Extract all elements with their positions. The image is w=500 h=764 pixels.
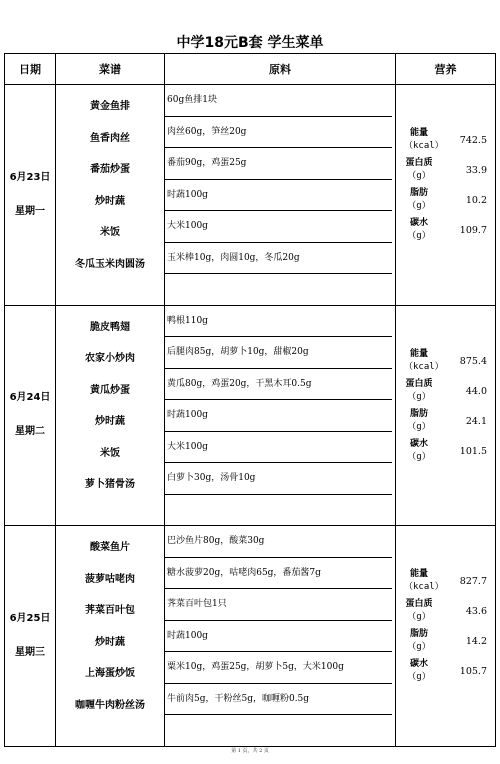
nutrition-carb-label: 碳水 (409, 218, 428, 228)
nutrition-cell (396, 305, 496, 526)
dish-name: 炒时蔬 (95, 636, 125, 648)
nutrition-protein-label: 蛋白质 (405, 599, 433, 609)
nutrition-fat (396, 407, 495, 437)
dish-cell (56, 305, 165, 526)
nutrition-fat-unit: （g） (407, 642, 431, 652)
ingredient-line: 时蔬100g (165, 400, 392, 432)
ingredient-line: 玉米棒10g，肉圆10g，冬瓜20g (165, 243, 392, 275)
nutrition-cell (396, 526, 496, 747)
nutrition-protein-label: 蛋白质 (405, 378, 433, 389)
nutrition-energy-value: 827.7 (459, 576, 487, 587)
ingredient-line: 大米100g (165, 432, 392, 464)
ingredient-line: 巴沙鱼片80g，酸菜30g (165, 526, 392, 558)
ingredient-line: 肉丝60g，笋丝20g (165, 117, 392, 149)
weekday-text: 星期一 (15, 205, 45, 217)
ingredient-line: 时蔬100g (165, 180, 392, 212)
dish-name: 菠萝咕咾肉 (85, 573, 135, 585)
ingredients-cell (165, 85, 396, 306)
header-date: 日期 (5, 54, 56, 85)
date-cell (5, 526, 56, 747)
nutrition-carb-value: 101.5 (459, 445, 487, 457)
nutrition-energy-label: 能量 (409, 128, 428, 138)
nutrition-fat-value: 24.1 (465, 415, 487, 427)
ingredients-cell (165, 305, 396, 526)
weekday-text: 星期三 (15, 646, 45, 658)
nutrition-protein-value: 33.9 (465, 165, 487, 176)
nutrition-carb-unit: （g） (407, 672, 431, 682)
day-row-1 (5, 85, 496, 306)
dish-name: 炒时蔬 (95, 195, 125, 207)
dish-name: 咖喱牛肉粉丝汤 (75, 699, 145, 711)
date-text: 6月24日 (9, 392, 51, 404)
day-row-2 (5, 305, 496, 526)
dish-cell (56, 85, 165, 306)
nutrition-protein-value: 43.6 (465, 606, 487, 617)
dish-name: 酸菜鱼片 (90, 542, 130, 553)
dish-name: 米饭 (100, 227, 120, 238)
dish-name: 农家小炒肉 (85, 353, 135, 364)
nutrition-fat (396, 627, 495, 657)
dish-name: 炒时蔬 (95, 416, 125, 427)
nutrition-carb-unit: （g） (407, 231, 431, 241)
nutrition-protein (396, 377, 495, 407)
dish-name: 冬瓜玉米肉圆汤 (75, 258, 145, 270)
nutrition-energy (396, 567, 495, 597)
ingredient-line: 白萝卜30g，汤骨10g (165, 463, 392, 495)
date-text: 6月25日 (9, 612, 51, 624)
nutrition-carb-value: 109.7 (459, 225, 487, 236)
header-nutrition: 营养 (396, 54, 496, 85)
dish-name: 米饭 (100, 447, 120, 459)
dish-name: 番茄炒蛋 (90, 164, 130, 175)
date-cell (5, 85, 56, 306)
nutrition-carb (396, 657, 495, 687)
ingredient-line: 60g鱼排1块 (165, 85, 392, 117)
nutrition-fat-unit: （g） (407, 421, 431, 432)
date-cell (5, 305, 56, 526)
ingredient-line: 时蔬100g (165, 621, 392, 653)
nutrition-energy-label: 能量 (409, 348, 428, 359)
nutrition-protein-label: 蛋白质 (405, 158, 433, 168)
dish-name: 黄瓜炒蛋 (90, 384, 130, 396)
date-text: 6月23日 (9, 171, 51, 183)
dish-name: 萝卜猪骨汤 (85, 479, 135, 490)
ingredient-line (165, 715, 392, 746)
dish-cell (56, 526, 165, 747)
ingredient-line: 大米100g (165, 211, 392, 243)
ingredient-line: 牛前肉5g，干粉丝5g，咖喱粉0.5g (165, 684, 392, 716)
nutrition-protein-unit: （g） (407, 391, 431, 402)
ingredient-line: 荠菜百叶包1只 (165, 589, 392, 621)
nutrition-carb-label: 碳水 (409, 438, 428, 449)
ingredient-line: 糖水菠萝20g，咕咾肉65g，番茄酱7g (165, 558, 392, 590)
ingredient-line: 鸭根110g (165, 306, 392, 338)
nutrition-fat-label: 脂肪 (409, 188, 428, 198)
header-row (5, 54, 496, 85)
nutrition-energy (396, 126, 495, 156)
dish-name: 黄金鱼排 (90, 101, 130, 112)
page-footer: 第 1 页，共 2 页 (231, 748, 269, 754)
day-row-3 (5, 526, 496, 747)
nutrition-energy-value: 875.4 (459, 355, 487, 367)
header-dish: 菜谱 (56, 54, 165, 85)
nutrition-carb (396, 216, 495, 246)
nutrition-protein-unit: （g） (407, 612, 431, 622)
ingredient-line (165, 274, 392, 305)
nutrition-energy-unit: （kcal） (404, 361, 444, 372)
nutrition-carb-label: 碳水 (409, 659, 428, 669)
ingredient-line (165, 495, 392, 526)
ingredients-cell (165, 526, 396, 747)
nutrition-energy-unit: （kcal） (404, 141, 444, 151)
nutrition-carb-unit: （g） (407, 451, 431, 462)
page-title: 中学18元B套 学生菜单 (176, 35, 324, 51)
nutrition-energy-unit: （kcal） (404, 582, 444, 592)
nutrition-protein-value: 44.0 (465, 385, 487, 397)
nutrition-fat (396, 186, 495, 216)
nutrition-energy-label: 能量 (409, 569, 428, 579)
nutrition-energy-value: 742.5 (459, 135, 487, 146)
nutrition-fat-unit: （g） (407, 201, 431, 211)
ingredient-line: 番茄90g，鸡蛋25g (165, 148, 392, 180)
dish-name: 上海蛋炒饭 (85, 668, 135, 679)
nutrition-fat-value: 14.2 (465, 636, 487, 647)
dish-name: 荠菜百叶包 (85, 605, 135, 616)
nutrition-fat-label: 脂肪 (409, 629, 428, 639)
ingredient-line: 后腿肉85g，胡萝卜10g，甜椒20g (165, 337, 392, 369)
header-ingredients: 原料 (165, 54, 396, 85)
ingredient-line: 粟米10g，鸡蛋25g，胡萝卜5g，大米100g (165, 652, 392, 684)
nutrition-protein (396, 156, 495, 186)
ingredient-line: 黄瓜80g，鸡蛋20g，干黑木耳0.5g (165, 369, 392, 401)
nutrition-protein-unit: （g） (407, 171, 431, 181)
weekday-text: 星期二 (15, 426, 45, 438)
dish-name: 脆皮鸭翅 (90, 321, 130, 333)
nutrition-energy (396, 347, 495, 377)
dish-name: 鱼香肉丝 (90, 132, 130, 144)
nutrition-protein (396, 597, 495, 627)
nutrition-carb-value: 105.7 (459, 666, 487, 677)
nutrition-carb (396, 437, 495, 467)
nutrition-fat-label: 脂肪 (409, 408, 428, 419)
nutrition-fat-value: 10.2 (465, 195, 487, 206)
menu-table (4, 53, 496, 747)
nutrition-cell (396, 85, 496, 306)
